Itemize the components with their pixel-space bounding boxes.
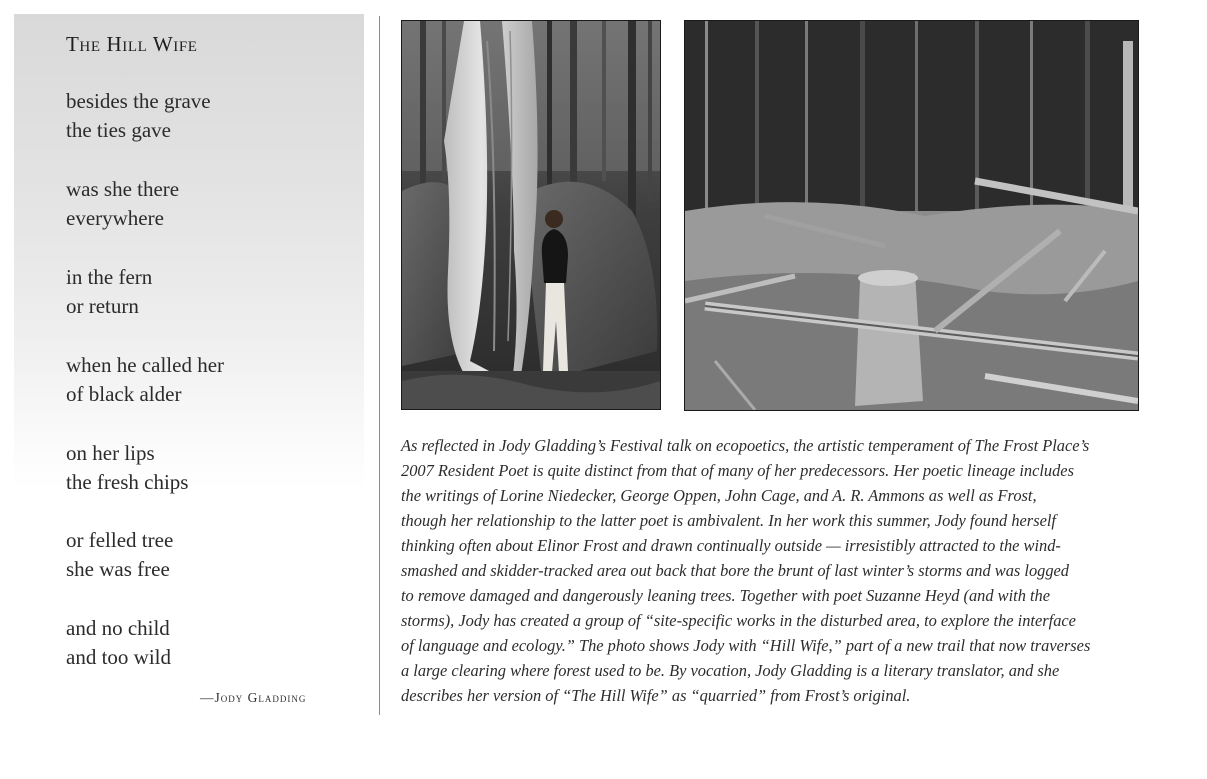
poem-line: the fresh chips <box>66 470 189 494</box>
caption-line: to remove damaged and dangerously leaning trees. Together with poet Suzanne Heyd (and with the <box>401 586 1051 605</box>
poem-stanza <box>66 87 211 145</box>
poem-stanza <box>66 526 173 584</box>
poem-panel <box>14 14 364 714</box>
poem-line: in the fern <box>66 265 153 289</box>
caption-line: a large clearing where forest used to be. By vocation, Jody Gladding is a literary translator, and she <box>401 661 1060 680</box>
photo-caption <box>401 433 1146 708</box>
caption-line: describes her version of “The Hill Wife” as “quarried” from Frost’s original. <box>401 686 911 705</box>
caption-line: 2007 Resident Poet is quite distinct from that of many of her predecessors. Her poetic lineage includes <box>401 461 1074 480</box>
poem-stanza <box>66 175 179 233</box>
poem-line: the ties gave <box>66 118 171 142</box>
caption-line: As reflected in Jody Gladding’s Festival talk on ecopoetics, the artistic temperament of The Frost Place’s <box>401 436 1090 455</box>
poem-line: when he called her <box>66 353 225 377</box>
poem-line: and too wild <box>66 645 171 669</box>
poem-stanza <box>66 351 224 409</box>
column-divider <box>379 16 380 715</box>
poem-stanza <box>66 614 171 672</box>
poem-line: she was free <box>66 557 170 581</box>
caption-line: of language and ecology.” The photo shows Jody with “Hill Wife,” part of a new trail that now traverses <box>401 636 1091 655</box>
poem-author: —Jody Gladding <box>200 690 307 705</box>
caption-line: the writings of Lorine Niedecker, George Oppen, John Cage, and A. R. Ammons as well as Frost, <box>401 486 1037 505</box>
poem-stanza <box>66 439 188 497</box>
poem-line: of black alder <box>66 382 182 406</box>
poem-title: The Hill Wife <box>66 32 198 56</box>
poem-line: on her lips <box>66 441 155 465</box>
poem-line: or felled tree <box>66 528 174 552</box>
poem-stanza <box>66 263 152 321</box>
poem-line: everywhere <box>66 206 164 230</box>
poem-line: was she there <box>66 177 180 201</box>
poem-line: or return <box>66 294 139 318</box>
caption-line: thinking often about Elinor Frost and drawn continually outside — irresistibly attracted to the wind- <box>401 536 1061 555</box>
caption-line: storms), Jody has created a group of “site-specific works in the disturbed area, to explore the interface <box>401 611 1076 630</box>
photo-poet-with-tree <box>401 20 661 410</box>
photo-logged-clearing <box>684 20 1139 411</box>
poem-line: besides the grave <box>66 89 211 113</box>
poem-line: and no child <box>66 616 170 640</box>
caption-line: though her relationship to the latter poet is ambivalent. In her work this summer, Jody found herself <box>401 511 1056 530</box>
caption-line: smashed and skidder-tracked area out back that bore the brunt of last winter’s storms and was logged <box>401 561 1070 580</box>
